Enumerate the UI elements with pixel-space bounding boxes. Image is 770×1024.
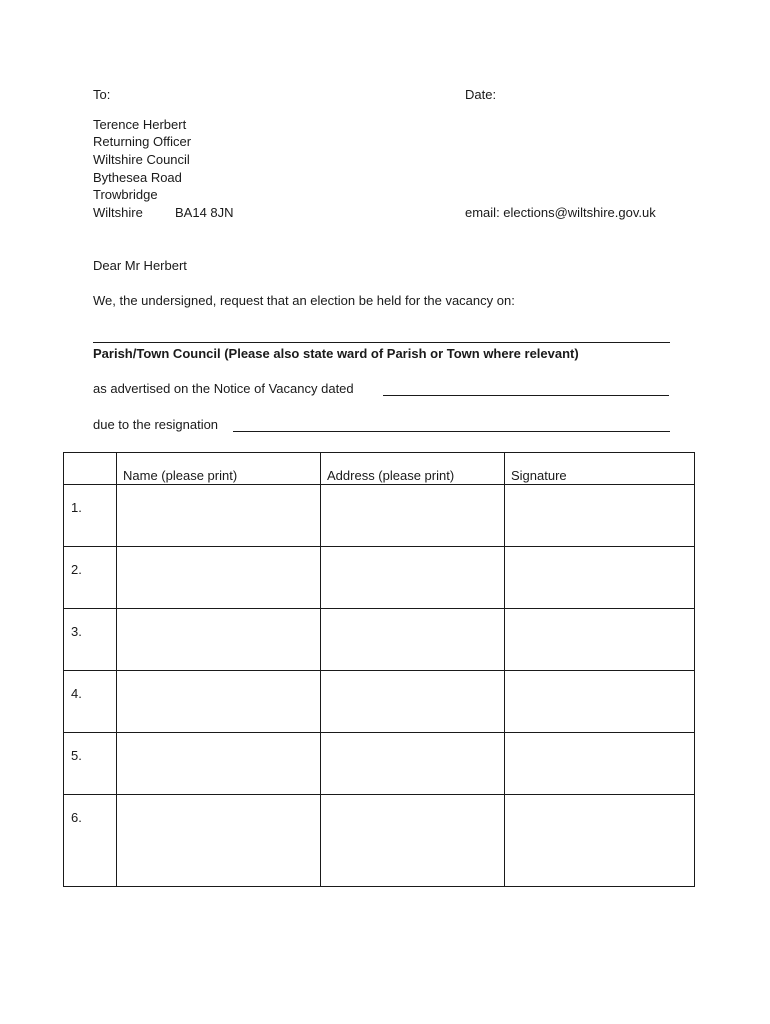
signature-cell[interactable] [505,547,695,609]
table-row [64,671,695,733]
address-cell[interactable] [321,609,505,671]
recipient-title: Returning Officer [93,134,192,149]
signature-cell[interactable] [505,485,695,547]
name-cell[interactable] [117,733,321,795]
date-label: Date: [465,87,497,102]
recipient-county: Wiltshire [93,205,143,220]
recipient-town: Trowbridge [93,187,158,202]
column-header-signature: Signature [505,453,695,485]
recipient-email: email: elections@wiltshire.gov.uk [465,205,656,220]
recipient-organisation: Wiltshire Council [93,152,190,167]
address-cell[interactable] [321,795,505,887]
signature-cell[interactable] [505,671,695,733]
recipient-name: Terence Herbert [93,117,187,132]
table-row [64,547,695,609]
vacancy-fill-line[interactable] [93,342,670,343]
table-row [64,733,695,795]
row-number: 6. [64,795,117,887]
row-number: 5. [64,733,117,795]
table-header-row [64,453,695,485]
recipient-postcode: BA14 8JN [175,205,234,220]
row-number: 2. [64,547,117,609]
notice-date-fill-line[interactable] [383,395,669,396]
name-cell[interactable] [117,547,321,609]
recipient-street: Bythesea Road [93,170,182,185]
salutation: Dear Mr Herbert [93,258,187,273]
request-text: We, the undersigned, request that an election be held for the vacancy on: [93,293,515,308]
name-cell[interactable] [117,609,321,671]
signature-cell[interactable] [505,795,695,887]
row-number: 4. [64,671,117,733]
row-number: 1. [64,485,117,547]
advertised-label: as advertised on the Notice of Vacancy dated [93,381,354,396]
resignation-fill-line[interactable] [233,431,670,432]
column-header-name: Name (please print) [117,453,321,485]
address-cell[interactable] [321,547,505,609]
table-row [64,795,695,887]
resignation-label: due to the resignation [93,417,219,432]
address-cell[interactable] [321,485,505,547]
table-row [64,485,695,547]
to-label: To: [93,87,111,102]
signature-table [63,452,695,887]
name-cell[interactable] [117,485,321,547]
table-row [64,609,695,671]
row-number: 3. [64,609,117,671]
address-cell[interactable] [321,671,505,733]
signature-cell[interactable] [505,733,695,795]
council-label: Parish/Town Council (Please also state ward of Parish or Town where relevant) [93,346,579,361]
name-cell[interactable] [117,795,321,887]
signature-cell[interactable] [505,609,695,671]
column-header-number [64,453,117,485]
column-header-address: Address (please print) [321,453,505,485]
name-cell[interactable] [117,671,321,733]
address-cell[interactable] [321,733,505,795]
